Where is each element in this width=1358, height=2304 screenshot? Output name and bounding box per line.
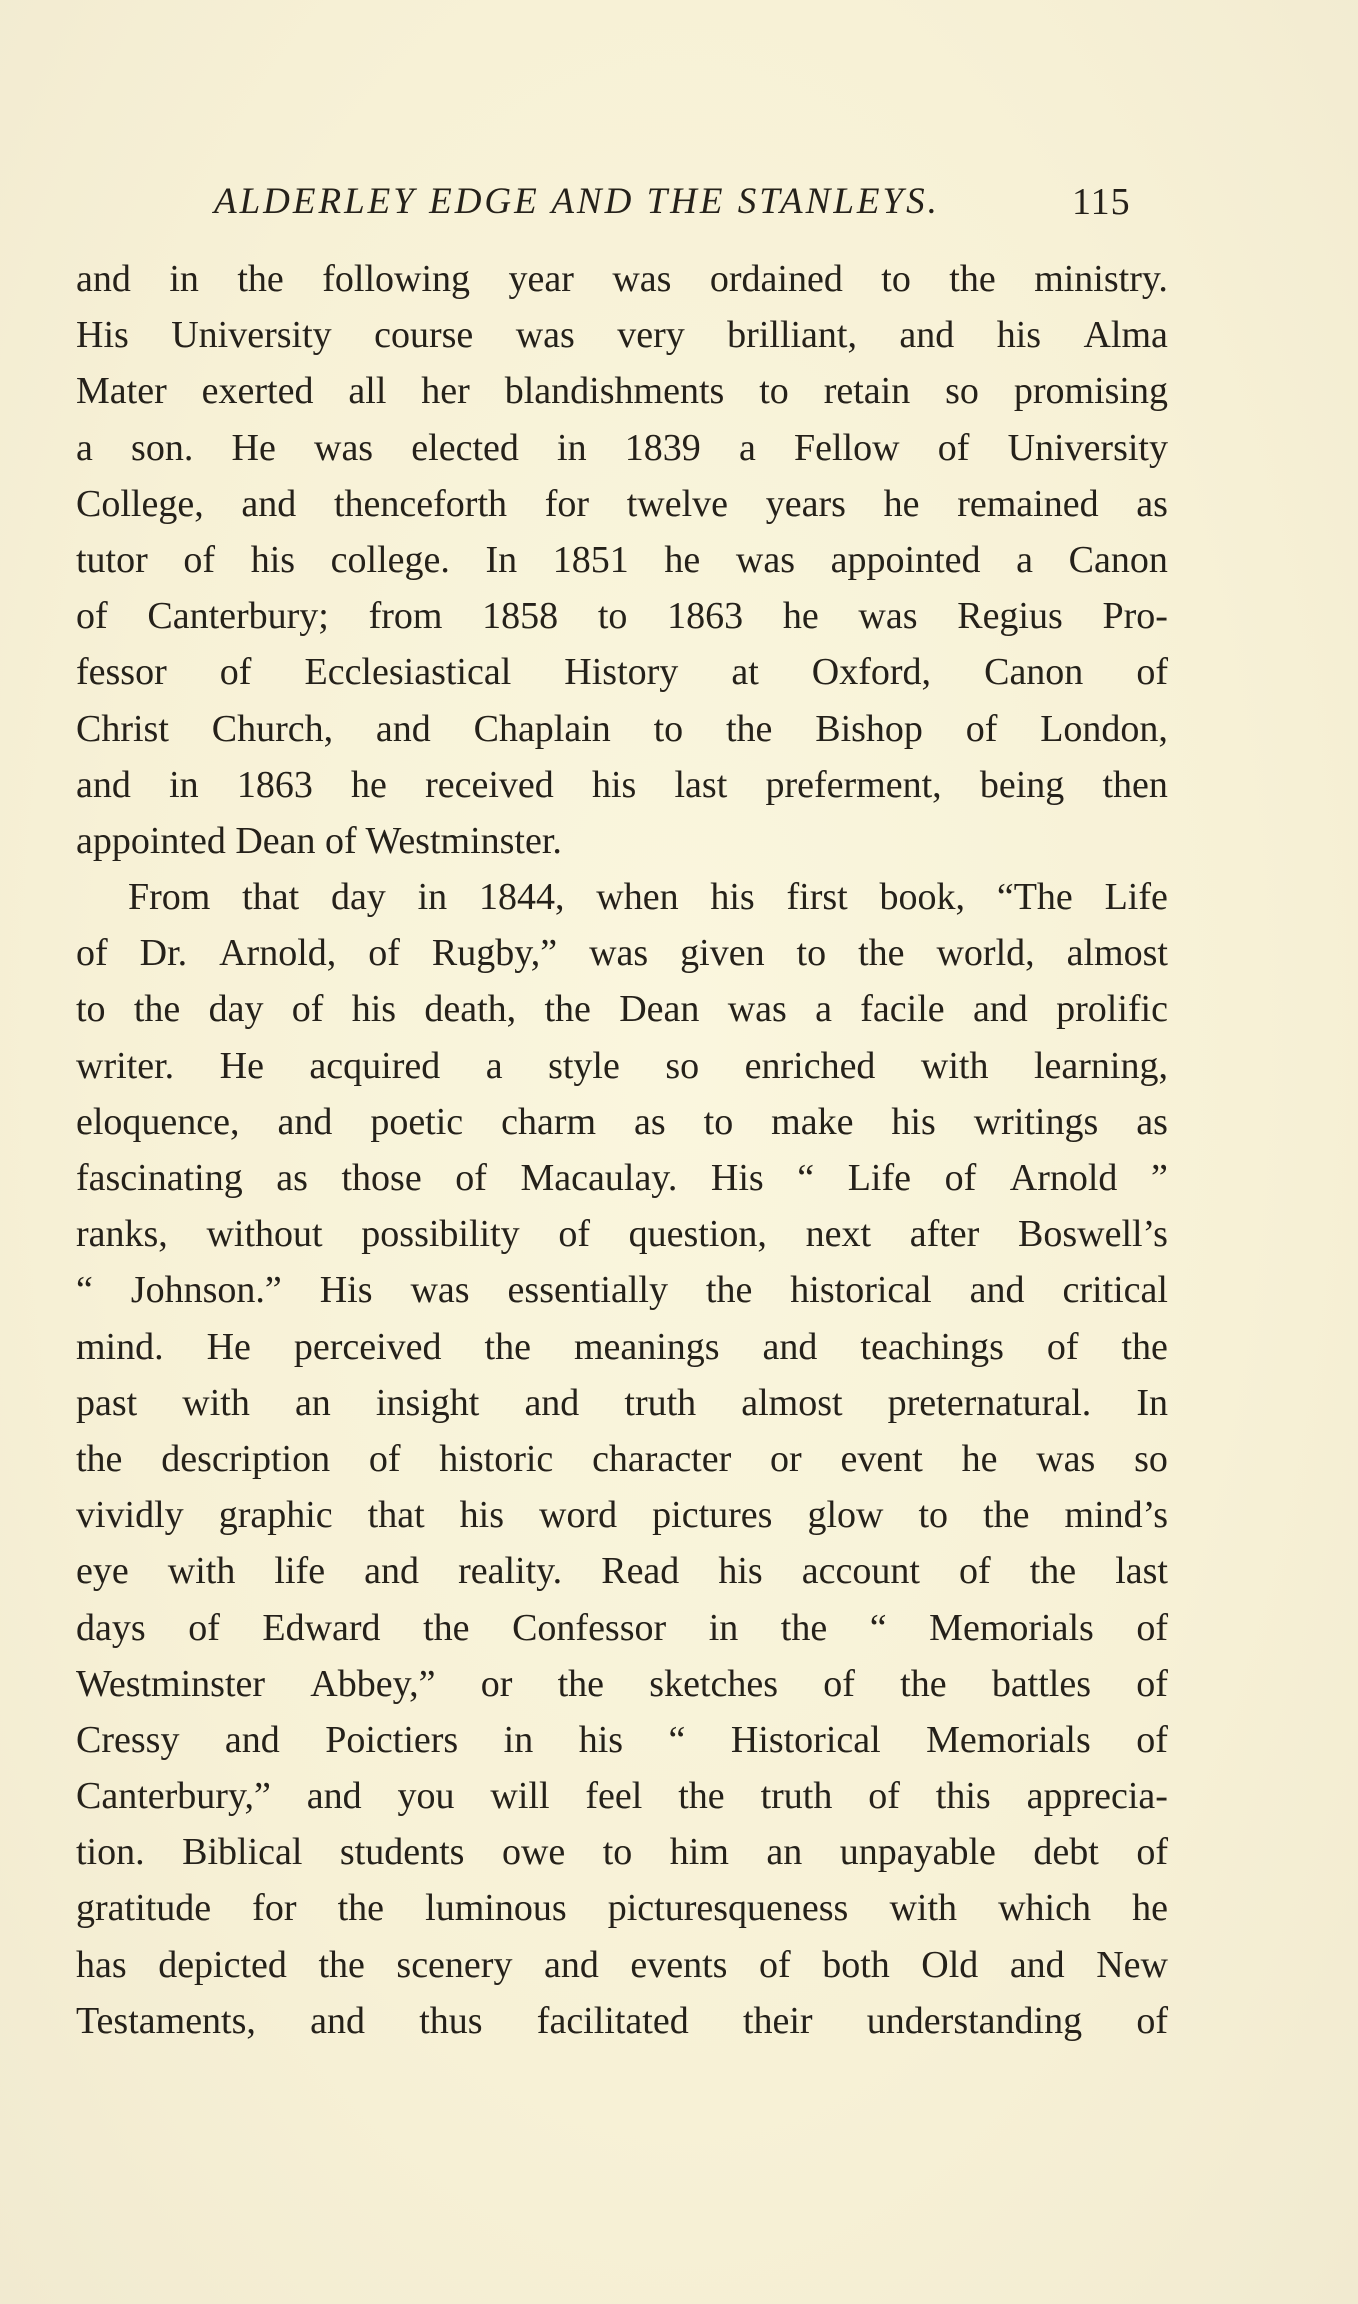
text-line: appointed Dean of Westminster. [76, 819, 562, 862]
body-text [76, 251, 1168, 2049]
text-line: Mater exerted all her blandishments to retain so promising [76, 370, 1168, 413]
text-line: eloquence, and poetic charm as to make his writings as [76, 1100, 1168, 1143]
text-line: of Canterbury; from 1858 to 1863 he was Regius Pro- [76, 595, 1168, 638]
text-line: past with an insight and truth almost preternatural. In [76, 1381, 1168, 1424]
text-line: fessor of Ecclesiastical History at Oxford, Canon of [76, 651, 1168, 694]
text-line: “ Johnson.” His was essentially the historical and critical [76, 1269, 1168, 1312]
text-line: gratitude for the luminous picturesqueness with which he [76, 1887, 1168, 1930]
text-line: days of Edward the Confessor in the “ Memorials of [76, 1606, 1168, 1649]
running-title: ALDERLEY EDGE AND THE STANLEYS. [214, 181, 940, 222]
text-line: vividly graphic that his word pictures glow to the mind’s [76, 1494, 1168, 1537]
text-line: a son. He was elected in 1839 a Fellow of University [76, 426, 1168, 469]
page-number: 115 [1072, 181, 1131, 223]
text-line: Cressy and Poictiers in his “ Historical Memorials of [76, 1718, 1168, 1761]
text-line: and in the following year was ordained to the ministry. [76, 258, 1168, 300]
text-line: writer. He acquired a style so enriched with learning, [76, 1044, 1168, 1087]
text-line: Westminster Abbey,” or the sketches of the battles of [76, 1662, 1168, 1705]
text-line: to the day of his death, the Dean was a facile and prolific [76, 988, 1168, 1031]
text-line: Canterbury,” and you will feel the truth of this apprecia- [76, 1775, 1168, 1818]
text-line: ranks, without possibility of question, next after Boswell’s [76, 1213, 1168, 1256]
text-line: From that day in 1844, when his first book, “The Life [128, 876, 1168, 919]
text-line: the description of historic character or event he was so [76, 1437, 1168, 1480]
text-line: tion. Biblical students owe to him an unpayable debt of [76, 1831, 1168, 1874]
page-header [0, 176, 1358, 228]
text-line: eye with life and reality. Read his account of the last [76, 1550, 1168, 1593]
text-line: Testaments, and thus facilitated their understanding of [76, 1999, 1168, 2042]
text-line: tutor of his college. In 1851 he was appointed a Canon [76, 538, 1168, 581]
text-line: College, and thenceforth for twelve years he remained as [76, 482, 1168, 525]
text-line: Christ Church, and Chaplain to the Bishop of London, [76, 707, 1168, 750]
text-line: of Dr. Arnold, of Rugby,” was given to the world, almost [76, 932, 1168, 975]
text-line: His University course was very brilliant, and his Alma [76, 314, 1168, 357]
text-line: has depicted the scenery and events of both Old and New [76, 1943, 1168, 1986]
text-line: and in 1863 he received his last preferment, being then [76, 763, 1168, 806]
text-line: fascinating as those of Macaulay. His “ Life of Arnold ” [76, 1157, 1168, 1199]
text-line: mind. He perceived the meanings and teachings of the [76, 1325, 1168, 1368]
